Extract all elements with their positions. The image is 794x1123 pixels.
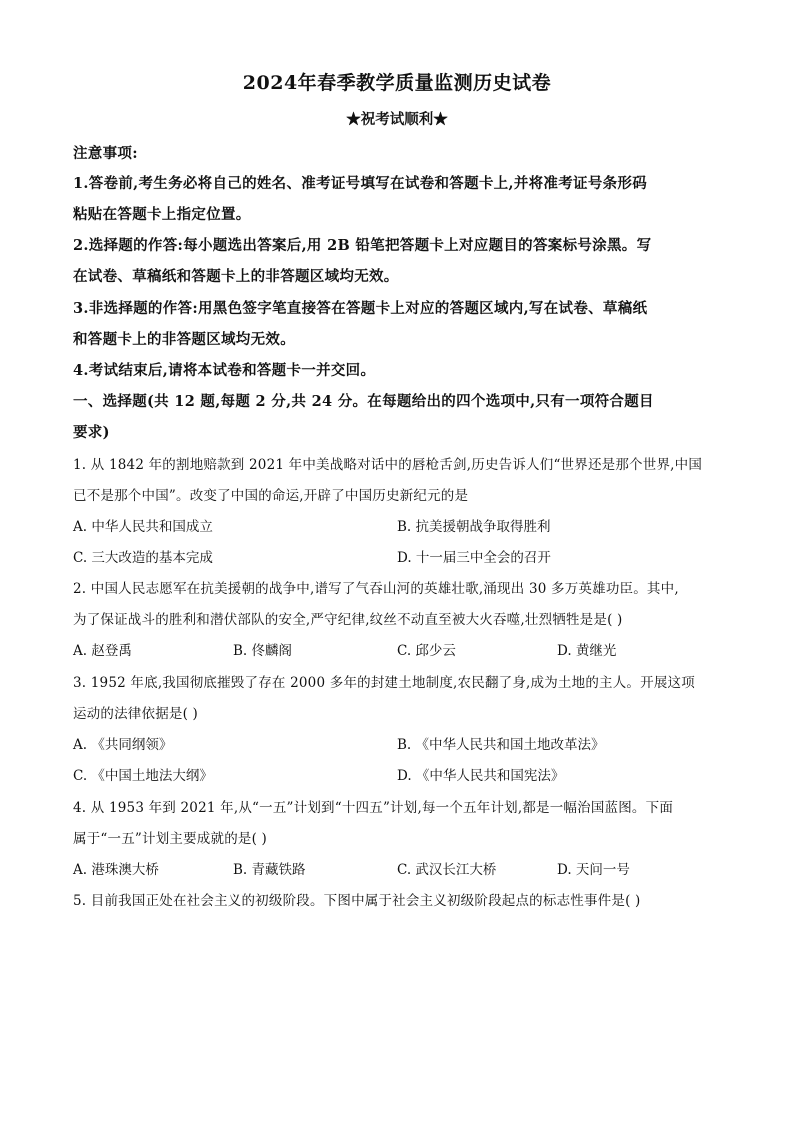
question-4-option-c[interactable]: C. 武汉长江大桥 [397, 862, 497, 878]
question-4-stem: 属于“一五”计划主要成就的是( ) [73, 831, 268, 847]
question-4-stem: 4. 从 1953 年到 2021 年,从“一五”计划到“十四五”计划,每一个五年计划,都是一幅治国蓝图。下面 [73, 800, 674, 816]
question-1-stem: 已不是那个中国”。改变了中国的命运,开辟了中国历史新纪元的是 [73, 488, 469, 504]
question-1-stem: 1. 从 1842 年的割地赔款到 2021 年中美战略对话中的唇枪舌剑,历史告诉人们“世界还是那个世界,中国 [73, 457, 703, 473]
section-heading: 要求) [73, 424, 110, 441]
question-2-option-b[interactable]: B. 佟麟阁 [233, 643, 293, 659]
note-line: 2.选择题的作答:每小题选出答案后,用 2B 铅笔把答题卡上对应题目的答案标号涂黑。写 [73, 237, 652, 254]
page-title: 2024年春季教学质量监测历史试卷 [242, 72, 552, 94]
question-4-option-d[interactable]: D. 天问一号 [557, 862, 630, 878]
question-3-option-c[interactable]: C. 《中国土地法大纲》 [73, 768, 213, 784]
question-3-stem: 运动的法律依据是( ) [73, 706, 199, 722]
question-1-option-a[interactable]: A. 中华人民共和国成立 [73, 519, 213, 535]
question-2-option-a[interactable]: A. 赵登禹 [73, 643, 132, 659]
question-1-option-b[interactable]: B. 抗美援朝战争取得胜利 [397, 519, 551, 535]
section-heading: 一、选择题(共 12 题,每题 2 分,共 24 分。在每题给出的四个选项中,只有一项符合题目 [73, 393, 654, 410]
question-3-option-d[interactable]: D. 《中华人民共和国宪法》 [397, 768, 565, 784]
question-2-stem: 为了保证战斗的胜利和潜伏部队的安全,严守纪律,纹丝不动直至被大火吞噬,壮烈牺牲是是( ) [73, 612, 623, 628]
question-4-option-b[interactable]: B. 青藏铁路 [233, 862, 306, 878]
question-3-option-b[interactable]: B. 《中华人民共和国土地改革法》 [397, 737, 605, 753]
note-line: 粘贴在答题卡上指定位置。 [73, 206, 251, 223]
question-1-option-d[interactable]: D. 十一届三中全会的召开 [397, 550, 551, 566]
question-2-option-d[interactable]: D. 黄继光 [557, 643, 617, 659]
question-4-option-a[interactable]: A. 港珠澳大桥 [73, 862, 159, 878]
page-subtitle: ★祝考试顺利★ [346, 111, 448, 128]
question-1-option-c[interactable]: C. 三大改造的基本完成 [73, 550, 213, 566]
note-line: 和答题卡上的非答题区域均无效。 [73, 331, 295, 348]
question-2-option-c[interactable]: C. 邱少云 [397, 643, 456, 659]
question-5-stem: 5. 目前我国正处在社会主义的初级阶段。下图中属于社会主义初级阶段起点的标志性事件是( ) [73, 893, 641, 909]
note-line: 1.答卷前,考生务必将自己的姓名、准考证号填写在试卷和答题卡上,并将准考证号条形码 [73, 175, 648, 192]
question-2-stem: 2. 中国人民志愿军在抗美援朝的战争中,谱写了气吞山河的英雄壮歌,涌现出 30 多万英雄功臣。其中, [73, 581, 679, 597]
note-line: 4.考试结束后,请将本试卷和答题卡一并交回。 [73, 362, 376, 379]
note-line: 3.非选择题的作答:用黑色签字笔直接答在答题卡上对应的答题区域内,写在试卷、草稿纸 [73, 300, 648, 317]
question-3-option-a[interactable]: A. 《共同纲领》 [73, 737, 173, 753]
notes-heading: 注意事项: [73, 145, 138, 162]
note-line: 在试卷、草稿纸和答题卡上的非答题区域均无效。 [73, 268, 399, 285]
question-3-stem: 3. 1952 年底,我国彻底摧毁了存在 2000 多年的封建土地制度,农民翻了身,成为土地的主人。开展这项 [73, 675, 695, 691]
